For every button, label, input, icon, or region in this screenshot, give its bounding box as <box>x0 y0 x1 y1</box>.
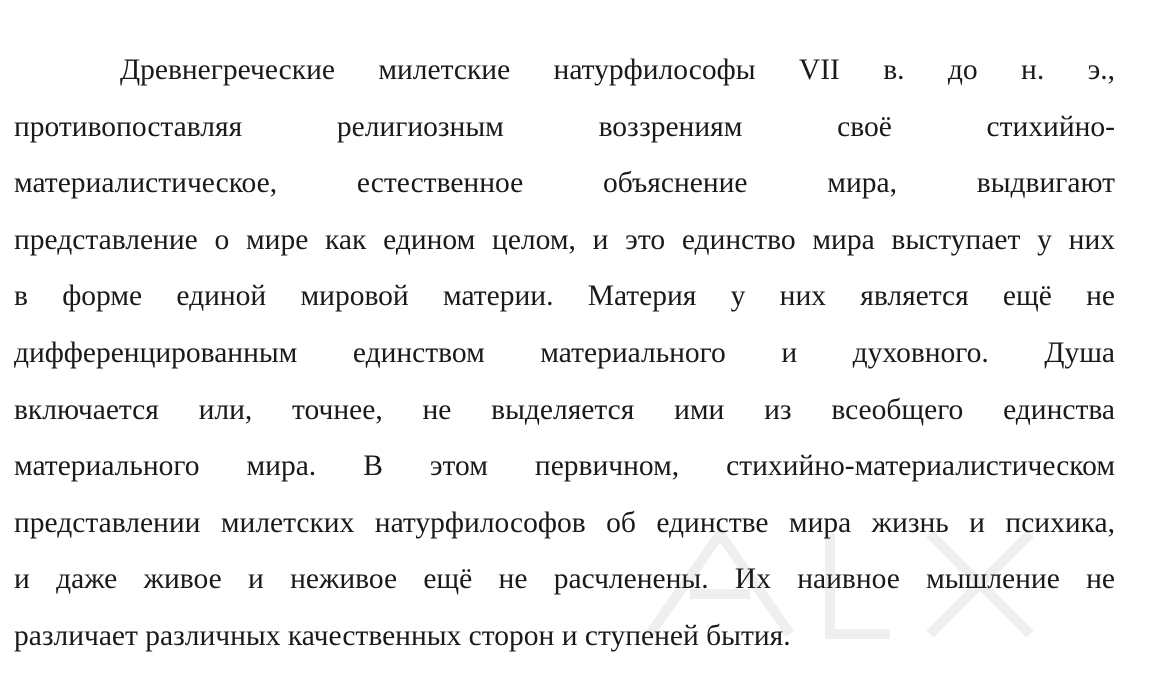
paragraph-line-4: представление о мире как едином целом, и это единство мира выступает у них <box>14 223 1115 256</box>
paragraph-line-3: материалистическое, естественное объяснение мира, выдвигают <box>14 167 1115 200</box>
paragraph-line-7: включается или, точнее, не выделяется ими из всеобщего единства <box>14 393 1115 426</box>
paragraph-line-6: дифференцированным единством материального и духовного. Душа <box>14 336 1115 369</box>
paragraph-line-10: и даже живое и неживое ещё не расчленены. Их наивное мышление не <box>14 563 1115 596</box>
paragraph <box>14 42 1115 665</box>
paragraph-line-1: Древнегреческие милетские натурфилософы VII в. до н. э., <box>120 54 1115 86</box>
paragraph-line-8: материального мира. В этом первичном, стихийно-материалистическом <box>14 450 1115 483</box>
paragraph-line-11: различает различных качественных сторон и ступеней бытия. <box>14 619 791 652</box>
paragraph-line-2: противопоставляя религиозным воззрениям своё стихийно- <box>14 110 1115 143</box>
paragraph-line-5: в форме единой мировой материи. Материя у них является ещё не <box>14 280 1115 313</box>
paragraph-line-9: представлении милетских натурфилософов об единстве мира жизнь и психика, <box>14 506 1115 539</box>
